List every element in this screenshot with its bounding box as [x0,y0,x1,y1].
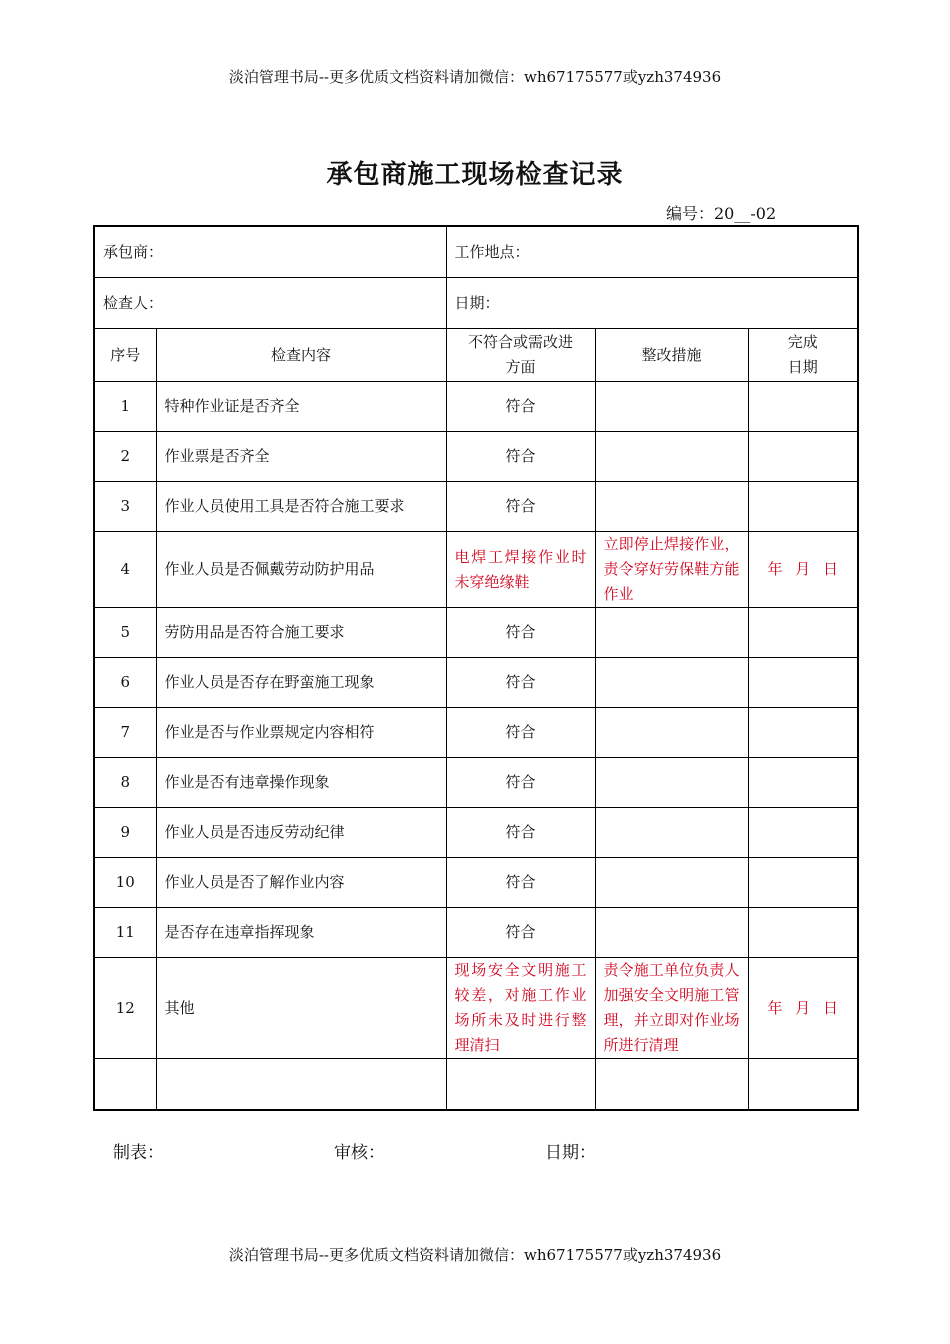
row-number: 4 [94,532,156,608]
row-number: 9 [94,808,156,858]
row-item: 作业人员是否违反劳动纪律 [156,808,446,858]
row-number: 5 [94,608,156,658]
row-date[interactable] [748,608,858,658]
row-measure[interactable] [595,382,748,432]
row-item: 是否存在违章指挥现象 [156,908,446,958]
document-title: 承包商施工现场检查记录 [326,160,624,190]
row-result[interactable]: 符合 [446,382,595,432]
row-item: 作业是否有违章操作现象 [156,758,446,808]
col-header-complete-line2: 日期 [787,358,818,376]
row-item: 其他 [156,958,446,1059]
row-result[interactable]: 符合 [446,708,595,758]
row-measure[interactable] [595,708,748,758]
row-number: 6 [94,658,156,708]
row-date[interactable] [748,808,858,858]
table-header-row [94,329,858,382]
row-item: 作业是否与作业票规定内容相符 [156,708,446,758]
header-note: 淡泊管理书局--更多优质文档资料请加微信：wh67175577或yzh374936 [228,68,722,86]
row-item: 劳防用品是否符合施工要求 [156,608,446,658]
col-header-nonconform-line1: 不符合或需改进 [468,333,574,351]
empty-cell[interactable] [748,1059,858,1111]
row-measure[interactable] [595,658,748,708]
row-item: 作业人员是否了解作业内容 [156,858,446,908]
row-date[interactable] [748,708,858,758]
row-item: 特种作业证是否齐全 [156,382,446,432]
row-result[interactable]: 符合 [446,432,595,482]
table-row-empty [94,1059,858,1111]
row-measure[interactable] [595,858,748,908]
table-row [94,658,858,708]
col-header-nonconform-line2: 方面 [505,358,536,376]
row-date[interactable] [748,908,858,958]
row-item: 作业人员是否存在野蛮施工现象 [156,658,446,708]
row-number: 7 [94,708,156,758]
row-date[interactable] [748,432,858,482]
contractor-field[interactable]: 承包商： [94,226,446,278]
row-date[interactable] [748,382,858,432]
row-measure[interactable]: 立即停止焊接作业，责令穿好劳保鞋方能作业 [595,532,748,608]
col-header-nonconform [446,329,595,382]
empty-cell[interactable] [94,1059,156,1111]
col-header-seq: 序号 [94,329,156,382]
row-date[interactable]: 年 月 日 [748,958,858,1059]
row-number: 1 [94,382,156,432]
row-number: 3 [94,482,156,532]
row-number: 2 [94,432,156,482]
table-row [94,432,858,482]
row-item: 作业票是否齐全 [156,432,446,482]
row-measure[interactable] [595,608,748,658]
footer-note: 淡泊管理书局--更多优质文档资料请加微信：wh67175577或yzh374936 [228,1246,722,1264]
work-location-field[interactable]: 工作地点： [446,226,858,278]
row-result[interactable]: 符合 [446,858,595,908]
table-row [94,608,858,658]
row-result[interactable]: 电焊工焊接作业时未穿绝缘鞋 [446,532,595,608]
table-row [94,858,858,908]
table-row [94,708,858,758]
table-row [94,532,858,608]
row-measure[interactable]: 责令施工单位负责人加强安全文明施工管理，并立即对作业场所进行清理 [595,958,748,1059]
prepared-by-label[interactable]: 制表： [113,1143,164,1163]
empty-cell[interactable] [595,1059,748,1111]
row-number: 11 [94,908,156,958]
row-number: 12 [94,958,156,1059]
row-date[interactable] [748,758,858,808]
row-measure[interactable] [595,808,748,858]
date-field[interactable]: 日期： [446,278,858,329]
table-row [94,808,858,858]
empty-cell[interactable] [156,1059,446,1111]
row-measure[interactable] [595,758,748,808]
row-result[interactable]: 符合 [446,758,595,808]
signature-date-label[interactable]: 日期： [545,1143,596,1163]
row-number: 10 [94,858,156,908]
col-header-complete-date [748,329,858,382]
info-row-inspector [94,278,858,329]
reviewed-by-label[interactable]: 审核： [334,1143,385,1163]
row-item: 作业人员是否佩戴劳动防护用品 [156,532,446,608]
inspection-table [93,225,859,1111]
col-header-measures: 整改措施 [595,329,748,382]
table-row [94,382,858,432]
row-result[interactable]: 现场安全文明施工较差，对施工作业场所未及时进行整理清扫 [446,958,595,1059]
row-date[interactable] [748,858,858,908]
row-date[interactable] [748,658,858,708]
table-row [94,758,858,808]
document-number: 编号：20__-02 [666,204,777,223]
col-header-content: 检查内容 [156,329,446,382]
row-result[interactable]: 符合 [446,608,595,658]
row-measure[interactable] [595,908,748,958]
table-row [94,482,858,532]
table-row [94,958,858,1059]
info-row-contractor [94,226,858,278]
row-result[interactable]: 符合 [446,658,595,708]
row-item: 作业人员使用工具是否符合施工要求 [156,482,446,532]
row-number: 8 [94,758,156,808]
row-result[interactable]: 符合 [446,908,595,958]
row-measure[interactable] [595,482,748,532]
row-result[interactable]: 符合 [446,808,595,858]
col-header-complete-line1: 完成 [787,333,818,351]
row-measure[interactable] [595,432,748,482]
inspector-field[interactable]: 检查人： [94,278,446,329]
row-result[interactable]: 符合 [446,482,595,532]
row-date[interactable] [748,482,858,532]
row-date[interactable]: 年 月 日 [748,532,858,608]
table-row [94,908,858,958]
empty-cell[interactable] [446,1059,595,1111]
